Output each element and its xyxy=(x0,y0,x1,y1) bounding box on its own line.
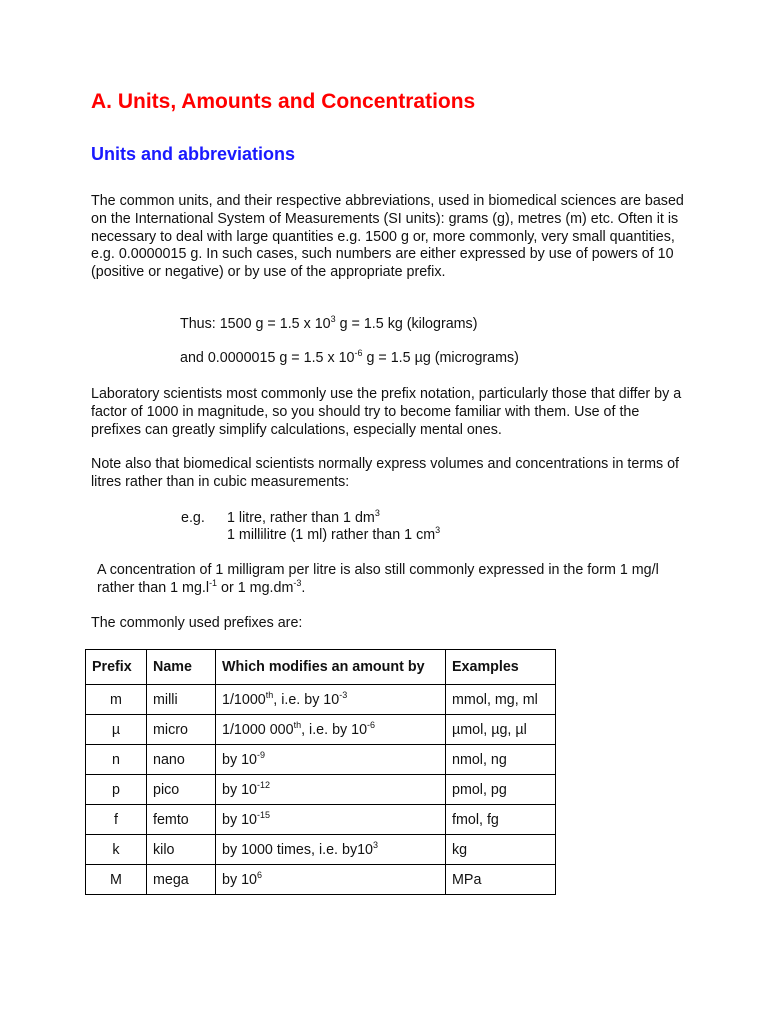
example-line-2: and 0.0000015 g = 1.5 x $10^{-6}$ g = 1.5 µg (micrograms) xyxy=(180,348,519,366)
cell-examples: kg xyxy=(446,835,556,865)
example-line-1: Thus: 1500 g = 1.5 x $10^3$ g = 1.5 kg (kilograms) xyxy=(180,314,478,332)
cell-name: milli xyxy=(147,685,216,715)
eg-label: e.g. xyxy=(181,510,205,526)
cell-name: kilo xyxy=(147,835,216,865)
cell-modifies: by $10^{-9}$ xyxy=(216,745,446,775)
cell-name: micro xyxy=(147,715,216,745)
table-row xyxy=(86,745,556,775)
prefix-table xyxy=(85,649,556,895)
cell-prefix: k xyxy=(86,835,147,865)
cell-prefix: f xyxy=(86,805,147,835)
cell-examples: MPa xyxy=(446,865,556,895)
cell-prefix: p xyxy=(86,775,147,805)
cell-examples: nmol, ng xyxy=(446,745,556,775)
prefix-notation-paragraph: Laboratory scientists most commonly use the prefix notation, particularly those that differ by a factor of 1000 in magnitude, so you should try to become familiar with them. Use of the prefixes can greatly simplify calculations, especially mental ones. xyxy=(91,386,682,438)
cell-name: nano xyxy=(147,745,216,775)
cell-modifies: 1/1000 000th, i.e. by $10^{-6}$ xyxy=(216,715,446,745)
cell-examples: mmol, mg, ml xyxy=(446,685,556,715)
cell-modifies: by $10^6$ xyxy=(216,865,446,895)
prefixes-intro: The commonly used prefixes are: xyxy=(91,615,303,631)
cell-name: mega xyxy=(147,865,216,895)
column-header-examples: Examples xyxy=(446,650,556,685)
cell-prefix: µ xyxy=(86,715,147,745)
cell-prefix: m xyxy=(86,685,147,715)
cell-examples: µmol, µg, µl xyxy=(446,715,556,745)
table-row xyxy=(86,685,556,715)
eg-line-2: 1 millilitre (1 ml) rather than 1 $cm^3$ xyxy=(227,525,441,543)
eg-line-1: 1 litre, rather than 1 $dm^3$ xyxy=(227,508,380,526)
cell-modifies: 1/1000th, i.e. by $10^{-3}$ xyxy=(216,685,446,715)
cell-name: pico xyxy=(147,775,216,805)
cell-prefix: M xyxy=(86,865,147,895)
table-row xyxy=(86,775,556,805)
cell-name: femto xyxy=(147,805,216,835)
table-row xyxy=(86,865,556,895)
cell-prefix: n xyxy=(86,745,147,775)
table-row xyxy=(86,835,556,865)
volumes-paragraph: Note also that biomedical scientists normally express volumes and concentrations in terms of litres rather than in cubic measurements: xyxy=(91,456,680,490)
table-row xyxy=(86,715,556,745)
intro-paragraph: The common units, and their respective abbreviations, used in biomedical sciences are based on the International System of Measurements (SI units): grams (g), metres (m) etc. Often it is necessary to deal with large quantities e.g. 1500 g or, more commonly, very small quantities, e.g. 0.0000015 g. In such cases, such numbers are either expressed by use of powers of 10 (positive or negative) or by use of the appropriate prefix. xyxy=(91,193,684,281)
cell-examples: pmol, pg xyxy=(446,775,556,805)
cell-modifies: by $10^{-15}$ xyxy=(216,805,446,835)
column-header-name: Name xyxy=(147,650,216,685)
column-header-modifies: Which modifies an amount by xyxy=(216,650,446,685)
table-header-row xyxy=(86,650,556,685)
table-row xyxy=(86,805,556,835)
cell-modifies: by 1000 times, i.e. $by10^3$ xyxy=(216,835,446,865)
section-heading: Units and abbreviations xyxy=(91,144,296,164)
cell-examples: fmol, fg xyxy=(446,805,556,835)
cell-modifies: by $10^{-12}$ xyxy=(216,775,446,805)
page-title: A. Units, Amounts and Concentrations xyxy=(91,90,476,113)
column-header-prefix: Prefix xyxy=(86,650,147,685)
concentration-paragraph: A concentration of 1 milligram per litre is also still commonly expressed in the form 1 mg/l rather than 1 $mg.l^{-1}$ or 1 $mg.dm^{-3}$. xyxy=(97,562,659,596)
